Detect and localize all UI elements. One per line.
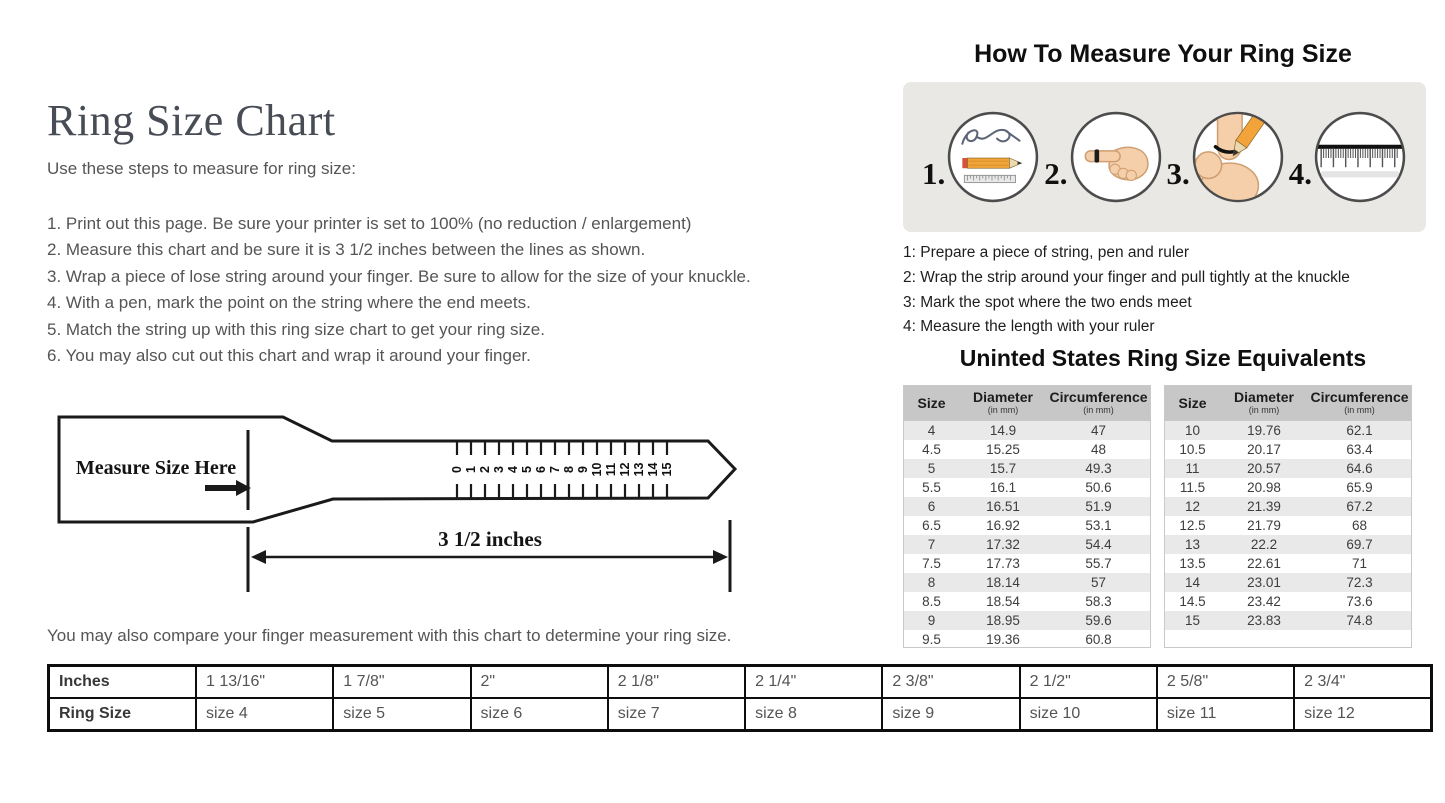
table-cell: 15 xyxy=(1184,613,1201,628)
diameter-column-header: Diameter (in mm) xyxy=(1220,391,1308,417)
unit-label: (in mm) xyxy=(987,404,1019,415)
diameter-column-header: Diameter (in mm) xyxy=(959,391,1047,417)
table-cell: 47 xyxy=(1090,423,1107,438)
table-cell: 16.51 xyxy=(986,499,1020,514)
table-cell: 18.95 xyxy=(986,613,1020,628)
step-number: 2. xyxy=(1044,156,1068,191)
sizer-scale-number: 3 xyxy=(492,466,506,473)
table-row xyxy=(1165,592,1411,611)
illustration-panel xyxy=(903,82,1426,232)
table-row xyxy=(1165,611,1411,630)
measure-step: 3. Wrap a piece of lose string around your finger. Be sure to allow for the size of your knuckle. xyxy=(47,266,751,286)
table-cell: 57 xyxy=(1090,575,1107,590)
table-cell: size 5 xyxy=(333,698,470,731)
inches-row-label: Inches xyxy=(49,666,197,699)
table-cell: 10.5 xyxy=(1179,442,1206,457)
table-cell: 21.79 xyxy=(1247,518,1281,533)
sizer-scale-number: 15 xyxy=(660,462,674,477)
table-cell: 15.25 xyxy=(986,442,1020,457)
dimension-label: 3 1/2 inches xyxy=(438,527,542,551)
table-row xyxy=(904,573,1150,592)
table-row xyxy=(1165,554,1411,573)
table-row xyxy=(1165,421,1411,440)
size-column-header: Size xyxy=(917,395,946,411)
table-cell: 55.7 xyxy=(1085,556,1112,571)
table-cell: 20.57 xyxy=(1247,461,1281,476)
sizer-scale-number: 13 xyxy=(632,462,646,477)
table-cell: 17.32 xyxy=(986,537,1020,552)
table-row xyxy=(904,478,1150,497)
table-cell: 72.3 xyxy=(1346,575,1373,590)
table-cell: 10 xyxy=(1184,423,1201,438)
table-cell: 14.9 xyxy=(989,423,1017,438)
table-cell: 7 xyxy=(927,537,936,552)
table-cell: 19.76 xyxy=(1247,423,1281,438)
measure-step: 4. With a pen, mark the point on the string where the end meets. xyxy=(47,293,531,313)
table-cell: 23.01 xyxy=(1247,575,1281,590)
table-cell: 22.2 xyxy=(1250,537,1278,552)
table-row xyxy=(1165,573,1411,592)
how-to-measure-title: How To Measure Your Ring Size xyxy=(974,40,1352,68)
table-cell: 2 3/8" xyxy=(882,666,1019,699)
sizer-scale-number: 10 xyxy=(590,462,604,477)
table-cell: size 11 xyxy=(1157,698,1294,731)
table-cell: 9.5 xyxy=(922,632,941,647)
table-row xyxy=(1165,497,1411,516)
illustration-step-2 xyxy=(1044,110,1162,204)
table-row xyxy=(904,592,1150,611)
table-cell: size 6 xyxy=(471,698,608,731)
table-cell: 11 xyxy=(1185,461,1200,476)
table-cell: 16.92 xyxy=(986,518,1020,533)
inches-to-size-table xyxy=(47,664,1433,732)
table-cell: 8.5 xyxy=(922,594,941,609)
table-cell: 4.5 xyxy=(922,442,941,457)
table-cell: 15.7 xyxy=(989,461,1017,476)
table-cell: 59.6 xyxy=(1085,613,1112,628)
table-cell: 58.3 xyxy=(1085,594,1112,609)
table-cell: size 4 xyxy=(196,698,333,731)
table-cell: 64.6 xyxy=(1346,461,1373,476)
inches-row xyxy=(49,666,1432,699)
illustration-step-4 xyxy=(1289,110,1407,204)
table-cell: 20.98 xyxy=(1247,480,1281,495)
sizer-scale-number: 5 xyxy=(520,466,534,473)
sizer-scale-number: 9 xyxy=(576,466,590,473)
intro-text: Use these steps to measure for ring size: xyxy=(47,159,356,178)
step-number: 3. xyxy=(1166,156,1190,191)
sizer-scale-number: 4 xyxy=(506,466,520,473)
table-row xyxy=(904,497,1150,516)
measure-step: 1. Print out this page. Be sure your printer is set to 100% (no reduction / enlargement) xyxy=(47,214,692,233)
table-cell: 7.5 xyxy=(922,556,941,571)
table-cell: size 7 xyxy=(608,698,745,731)
how-to-steps-list xyxy=(903,241,1350,340)
table-cell: 2 1/8" xyxy=(608,666,745,699)
sizer-scale-number: 1 xyxy=(464,466,478,473)
table-row xyxy=(904,421,1150,440)
how-to-step: 3: Mark the spot where the two ends meet xyxy=(903,293,1192,311)
table-cell: 5.5 xyxy=(922,480,941,495)
measure-step: 6. You may also cut out this chart and wrap it around your finger. xyxy=(47,346,531,366)
table-cell: size 12 xyxy=(1294,698,1431,731)
table-cell: 60.8 xyxy=(1085,632,1112,647)
table-cell: 14 xyxy=(1184,575,1201,590)
sizer-scale-number: 14 xyxy=(646,462,660,477)
table-cell: 17.73 xyxy=(986,556,1020,571)
table-cell: 67.2 xyxy=(1346,499,1373,514)
table-row xyxy=(1165,516,1411,535)
table-cell: 19.36 xyxy=(986,632,1020,647)
table-row xyxy=(1165,459,1411,478)
ring-sizer-diagram xyxy=(45,408,745,603)
table-cell: 2 3/4" xyxy=(1294,666,1431,699)
size-table-header xyxy=(1165,386,1411,421)
table-cell: 1 7/8" xyxy=(333,666,470,699)
table-cell: 4 xyxy=(927,423,936,438)
table-cell: 53.1 xyxy=(1085,518,1112,533)
how-to-step: 1: Prepare a piece of string, pen and ruler xyxy=(903,244,1190,261)
step-number: 1. xyxy=(922,156,946,191)
equivalents-title: Uninted States Ring Size Equivalents xyxy=(959,345,1367,371)
mark-the-spot-icon xyxy=(1191,110,1285,204)
compare-note: You may also compare your finger measurement with this chart to determine your ring size. xyxy=(47,626,732,645)
size-table-left xyxy=(903,385,1151,648)
size-table-body xyxy=(1165,421,1411,630)
table-cell: 54.4 xyxy=(1085,537,1112,552)
circumference-column-header: Circumference (in mm) xyxy=(1308,391,1411,417)
unit-label: (in mm) xyxy=(1344,404,1375,415)
illustration-step-3 xyxy=(1167,110,1285,204)
table-cell: 12.5 xyxy=(1179,518,1206,533)
size-column-header: Size xyxy=(1178,395,1207,411)
table-row xyxy=(1165,440,1411,459)
sizer-scale-number: 0 xyxy=(450,466,464,473)
table-row xyxy=(1165,535,1411,554)
size-table-right xyxy=(1164,385,1412,648)
sizer-scale-number: 12 xyxy=(618,462,632,477)
table-cell: 21.39 xyxy=(1247,499,1281,514)
size-table-header xyxy=(904,386,1150,421)
measure-step: 2. Measure this chart and be sure it is 3 1/2 inches between the lines as shown. xyxy=(47,240,646,260)
table-cell: 62.1 xyxy=(1346,423,1373,438)
table-cell: 6 xyxy=(927,499,936,514)
table-cell: 69.7 xyxy=(1346,537,1373,552)
table-cell: 65.9 xyxy=(1346,480,1373,495)
unit-label: (in mm) xyxy=(1083,404,1114,415)
unit-label: (in mm) xyxy=(1248,404,1280,415)
table-cell: 63.4 xyxy=(1346,442,1373,457)
table-cell: 20.17 xyxy=(1247,442,1281,457)
table-cell: 68 xyxy=(1351,518,1368,533)
dimension-arrow-left-head xyxy=(251,550,266,564)
step-number: 4. xyxy=(1288,156,1312,191)
table-row xyxy=(904,516,1150,535)
table-cell: 71 xyxy=(1351,556,1368,571)
table-cell: 1 13/16" xyxy=(196,666,333,699)
sizer-scale-number: 2 xyxy=(478,466,492,473)
ring-size-row xyxy=(49,698,1432,731)
table-cell: 23.83 xyxy=(1247,613,1281,628)
sizer-scale-number: 6 xyxy=(534,466,548,473)
table-cell: 2 1/2" xyxy=(1020,666,1157,699)
table-cell: 2 5/8" xyxy=(1157,666,1294,699)
table-cell: 51.9 xyxy=(1085,499,1112,514)
sizer-scale-number: 8 xyxy=(562,466,576,473)
table-cell: size 10 xyxy=(1020,698,1157,731)
how-to-step: 4: Measure the length with your ruler xyxy=(903,318,1155,336)
sizer-scale-number: 7 xyxy=(548,466,562,473)
table-cell: 12 xyxy=(1184,499,1201,514)
table-row xyxy=(904,535,1150,554)
table-cell: 50.6 xyxy=(1085,480,1112,495)
size-table-body xyxy=(904,421,1150,649)
measure-steps-list xyxy=(47,211,751,369)
table-cell: 18.54 xyxy=(986,594,1020,609)
table-cell: 2" xyxy=(471,666,608,699)
table-cell: 2 1/4" xyxy=(745,666,882,699)
illustration-step-1 xyxy=(922,110,1040,204)
table-cell: 74.8 xyxy=(1346,613,1373,628)
table-cell: 11.5 xyxy=(1179,480,1206,495)
string-around-finger-icon xyxy=(1069,110,1163,204)
table-cell: 22.61 xyxy=(1247,556,1281,571)
table-row xyxy=(1165,478,1411,497)
table-row xyxy=(904,630,1150,649)
table-cell: 23.42 xyxy=(1247,594,1281,609)
ruler-icon xyxy=(1313,110,1407,204)
table-row xyxy=(904,459,1150,478)
table-cell: 5 xyxy=(927,461,936,476)
ring-size-row-label: Ring Size xyxy=(49,698,197,731)
measure-size-here-label: Measure Size Here xyxy=(75,457,237,479)
table-cell: size 9 xyxy=(882,698,1019,731)
table-cell: 48 xyxy=(1090,442,1107,457)
table-cell: 8 xyxy=(927,575,936,590)
string-and-pencil-icon xyxy=(946,110,1040,204)
table-cell: 73.6 xyxy=(1346,594,1373,609)
table-cell: 13.5 xyxy=(1179,556,1206,571)
circumference-column-header: Circumference (in mm) xyxy=(1047,391,1150,417)
table-cell: 16.1 xyxy=(989,480,1017,495)
dimension-arrow-right-head xyxy=(713,550,728,564)
table-cell: 13 xyxy=(1184,537,1201,552)
how-to-step: 2: Wrap the strip around your finger and pull tightly at the knuckle xyxy=(903,268,1350,286)
table-cell: 6.5 xyxy=(922,518,941,533)
table-cell: 9 xyxy=(927,613,936,628)
table-cell: 49.3 xyxy=(1085,461,1112,476)
table-cell: 14.5 xyxy=(1179,594,1206,609)
measure-step: 5. Match the string up with this ring size chart to get your ring size. xyxy=(47,319,545,339)
page-title: Ring Size Chart xyxy=(47,96,336,145)
table-row xyxy=(904,554,1150,573)
table-row xyxy=(904,440,1150,459)
table-cell: size 8 xyxy=(745,698,882,731)
table-row xyxy=(904,611,1150,630)
sizer-scale-number: 11 xyxy=(604,462,618,477)
table-cell: 18.14 xyxy=(986,575,1020,590)
